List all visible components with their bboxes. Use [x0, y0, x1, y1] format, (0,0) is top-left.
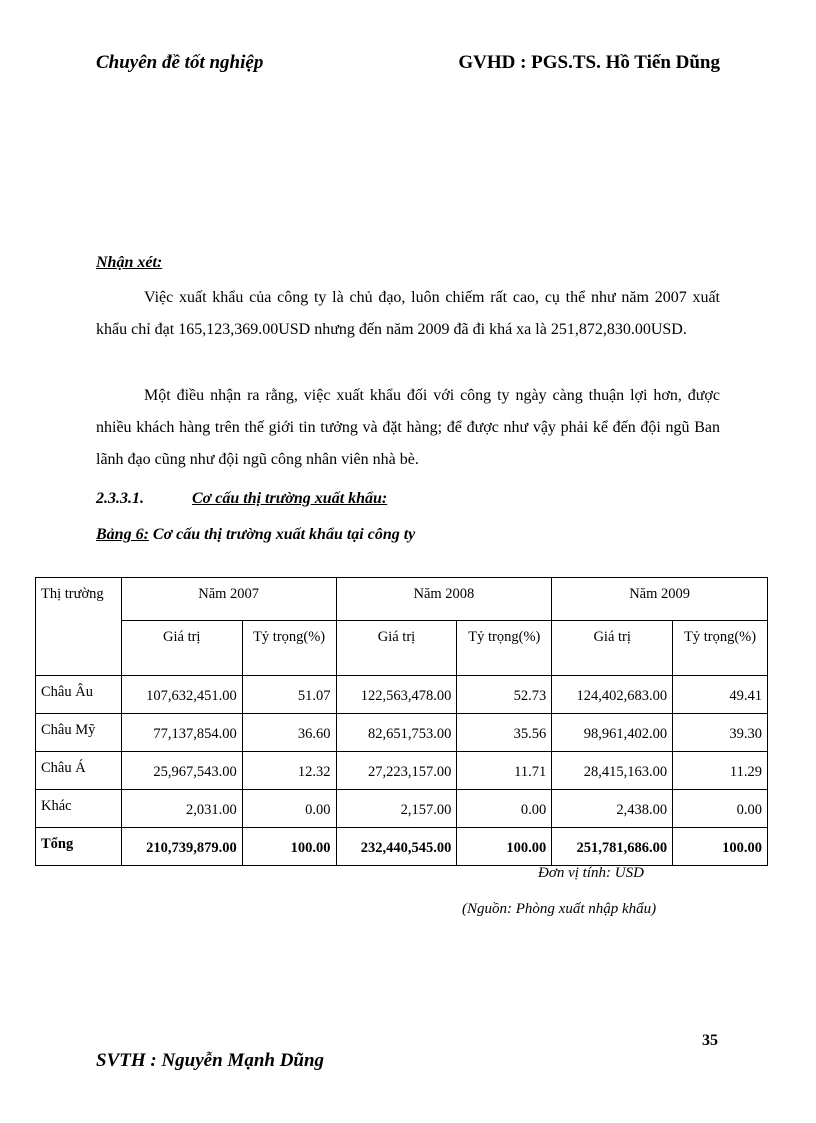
table-cell: 0.00	[242, 790, 336, 828]
total-cell: 100.00	[457, 828, 552, 866]
market-name: Khác	[36, 790, 122, 828]
table-cell: 39.30	[673, 714, 768, 752]
market-name: Châu Âu	[36, 676, 122, 714]
table-cell: 25,967,543.00	[121, 752, 242, 790]
table-cell: 0.00	[457, 790, 552, 828]
table-cell: 51.07	[242, 676, 336, 714]
table-cell: 49.41	[673, 676, 768, 714]
total-cell: 100.00	[242, 828, 336, 866]
section-title: Cơ cấu thị trường xuất khẩu:	[192, 490, 388, 507]
table-cell: 2,157.00	[336, 790, 457, 828]
value-header: Giá trị	[336, 621, 457, 676]
year-header: Năm 2007	[121, 578, 336, 621]
total-cell: 100.00	[673, 828, 768, 866]
table-cell: 11.29	[673, 752, 768, 790]
page-number: 35	[702, 1032, 718, 1049]
value-header: Giá trị	[121, 621, 242, 676]
source-note: (Nguồn: Phòng xuất nhập khẩu)	[462, 901, 657, 917]
market-header: Thị trường	[36, 578, 122, 676]
total-cell: 232,440,545.00	[336, 828, 457, 866]
table-cell: 82,651,753.00	[336, 714, 457, 752]
table-cell: 28,415,163.00	[552, 752, 673, 790]
total-label: Tổng	[36, 828, 122, 866]
table-caption-label: Bảng 6:	[96, 526, 149, 543]
table-row	[36, 676, 768, 714]
table-cell: 36.60	[242, 714, 336, 752]
market-name: Châu Á	[36, 752, 122, 790]
table-caption	[96, 526, 415, 544]
remark-paragraph-2: Một điều nhận ra rằng, việc xuất khẩu đối với công ty ngày càng thuận lợi hơn, được nhiều khách hàng trên thế giới tin tưởng và đặt hàng; để được như vậy phải kể đến đội ngũ Ban lãnh đạo cũng như đội ngũ công nhân viên nhà bè.	[96, 387, 720, 468]
table-cell: 52.73	[457, 676, 552, 714]
table-cell: 0.00	[673, 790, 768, 828]
market-name: Châu Mỹ	[36, 714, 122, 752]
table-row	[36, 790, 768, 828]
header-right: GVHD : PGS.TS. Hồ Tiến Dũng	[458, 52, 720, 73]
table-cell: 35.56	[457, 714, 552, 752]
total-cell: 210,739,879.00	[121, 828, 242, 866]
year-header: Năm 2008	[336, 578, 552, 621]
table-cell: 12.32	[242, 752, 336, 790]
table-cell: 2,438.00	[552, 790, 673, 828]
section-number: 2.3.3.1.	[96, 490, 144, 507]
table-subheader-row	[36, 621, 768, 676]
table-cell: 98,961,402.00	[552, 714, 673, 752]
table-cell: 77,137,854.00	[121, 714, 242, 752]
table-caption-text: Cơ cấu thị trường xuất khẩu tại công ty	[148, 526, 416, 543]
table-header-row	[36, 578, 768, 621]
table-row	[36, 714, 768, 752]
table-cell: 122,563,478.00	[336, 676, 457, 714]
value-header: Giá trị	[552, 621, 673, 676]
total-cell: 251,781,686.00	[552, 828, 673, 866]
table-cell: 124,402,683.00	[552, 676, 673, 714]
table-cell: 2,031.00	[121, 790, 242, 828]
table-cell: 107,632,451.00	[121, 676, 242, 714]
unit-note: Đơn vị tính: USD	[538, 865, 644, 881]
table-cell: 11.71	[457, 752, 552, 790]
table-row	[36, 752, 768, 790]
export-market-table	[35, 577, 768, 866]
remark-heading: Nhận xét:	[96, 254, 163, 271]
share-header: Tỷ trọng(%)	[673, 621, 768, 676]
table-cell: 27,223,157.00	[336, 752, 457, 790]
share-header: Tỷ trọng(%)	[242, 621, 336, 676]
share-header: Tỷ trọng(%)	[457, 621, 552, 676]
table-total-row	[36, 828, 768, 866]
year-header: Năm 2009	[552, 578, 768, 621]
footer-author: SVTH : Nguyễn Mạnh Dũng	[96, 1050, 325, 1071]
header-left: Chuyên đề tốt nghiệp	[96, 52, 264, 73]
remark-paragraph-1: Việc xuất khẩu của công ty là chủ đạo, luôn chiếm rất cao, cụ thể như năm 2007 xuất khẩu chỉ đạt 165,123,369.00USD nhưng đến năm 2009 đã đi khá xa là 251,872,830.00USD.	[96, 289, 720, 338]
